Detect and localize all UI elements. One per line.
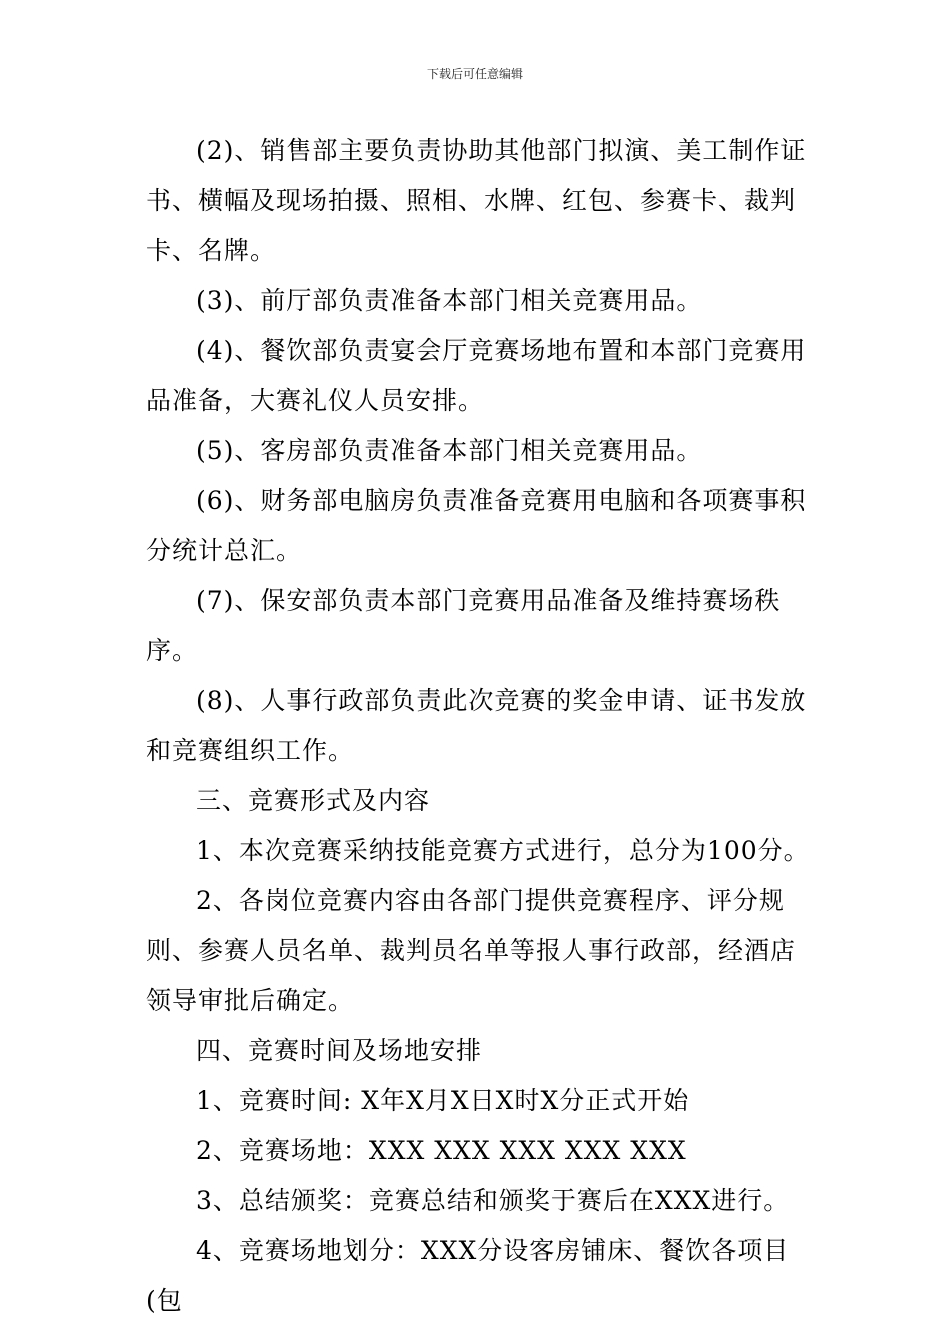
section-heading-format: 三、竞赛形式及内容	[196, 786, 431, 815]
paragraph-schedule-division: 4、竞赛场地划分：XXX分设客房铺床、餐饮各项目(包	[146, 1236, 790, 1315]
paragraph-format-2: 2、各岗位竞赛内容由各部门提供竞赛程序、评分规则、参赛人员名单、裁判员名单等报人事行政部，经酒店领导审批后确定。	[146, 886, 797, 1015]
paragraph-format-1: 1、本次竞赛采纳技能竞赛方式进行，总分为100分。	[196, 836, 810, 865]
document-body	[146, 126, 812, 1326]
paragraph-sales-dept: (2)、销售部主要负责协助其他部门拟演、美工制作证书、横幅及现场拍摄、照相、水牌、红包、参赛卡、裁判卡、名牌。	[146, 136, 807, 265]
paragraph-security: (7)、保安部负责本部门竞赛用品准备及维持赛场秩序。	[146, 586, 781, 665]
paragraph-schedule-venue: 2、竞赛场地：XXX XXX XXX XXX XXX	[196, 1136, 687, 1165]
page-header: 下载后可任意编辑	[426, 67, 523, 81]
paragraph-schedule-awards: 3、总结颁奖：竞赛总结和颁奖于赛后在XXX进行。	[196, 1186, 790, 1215]
section-heading-schedule: 四、竞赛时间及场地安排	[196, 1036, 483, 1065]
paragraph-hr-admin: (8)、人事行政部负责此次竞赛的奖金申请、证书发放和竞赛组织工作。	[146, 686, 807, 765]
paragraph-schedule-time: 1、竞赛时间: X年X月X日X时X分正式开始	[196, 1086, 690, 1115]
paragraph-housekeeping: (5)、客房部负责准备本部门相关竞赛用品。	[196, 436, 703, 465]
paragraph-food-beverage: (4)、餐饮部负责宴会厅竞赛场地布置和本部门竞赛用品准备，大赛礼仪人员安排。	[146, 336, 807, 415]
paragraph-front-office: (3)、前厅部负责准备本部门相关竞赛用品。	[196, 286, 703, 315]
paragraph-finance: (6)、财务部电脑房负责准备竞赛用电脑和各项赛事积分统计总汇。	[146, 486, 807, 565]
